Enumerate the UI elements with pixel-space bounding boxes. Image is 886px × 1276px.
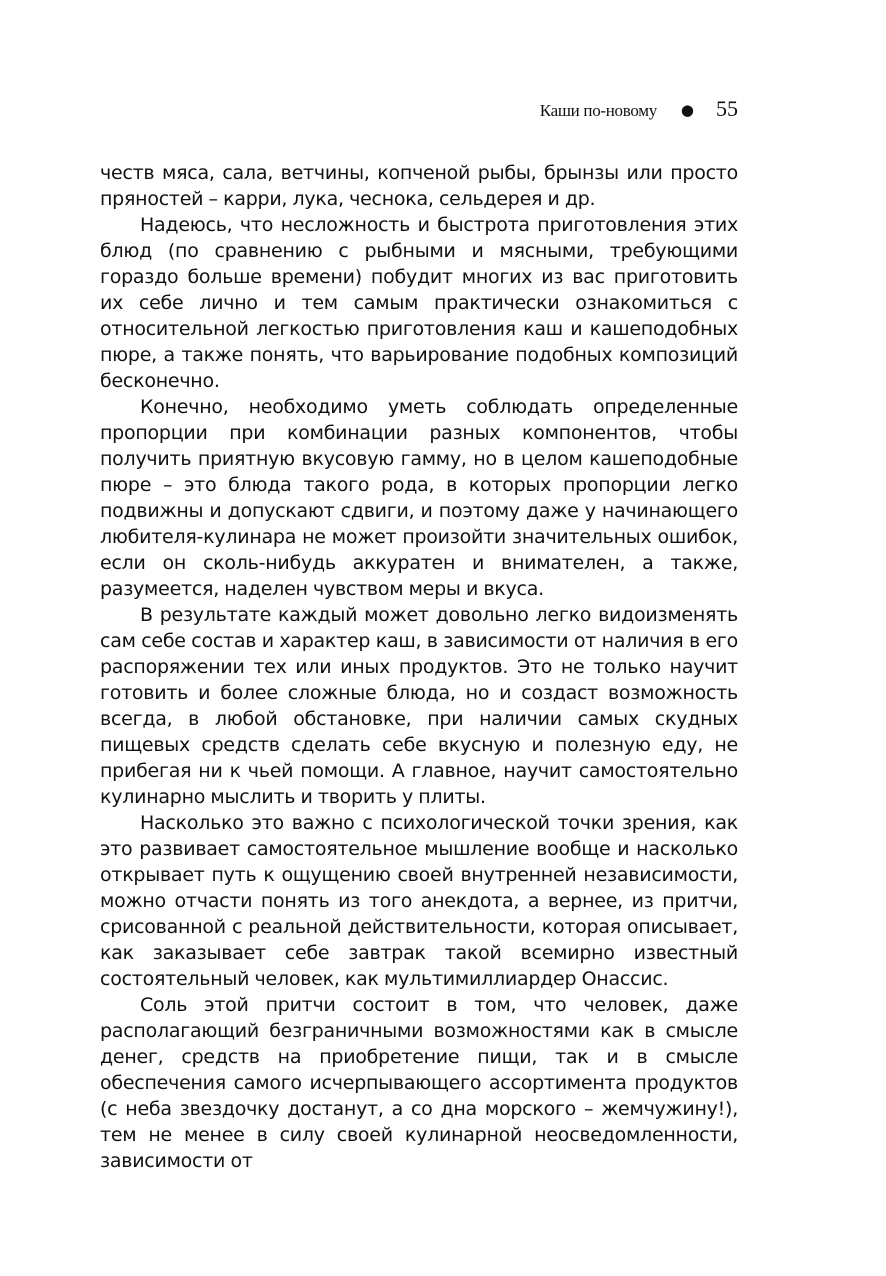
running-header: [100, 96, 738, 125]
paragraph: Конечно, необходимо уметь соблюдать определенные пропорции при комбинации разных компонентов, чтобы получить приятную вкусовую гамму, но в целом кашеподобные пюре – это блюда такого рода, в которых пропорции легко подвижны и допускают сдвиги, и поэтому даже у начинающего любителя-кулинара не может произойти значительных ошибок, если он сколь-нибудь аккуратен и внимателен, а также, разумеется, наделен чувством меры и вкуса.: [100, 396, 738, 600]
bullet-separator: ●: [680, 101, 694, 119]
paragraph: Соль этой притчи состоит в том, что человек, даже располагающий безграничными возможностями как в смысле денег, средств на приобретение пищи, так и в смысле обеспечения самого исчерпывающего ассортимента продуктов (с неба звездочку достанут, а со дна морского – жемчужину!), тем не менее в силу своей кулинарной неосведомленности, зависимости от: [100, 994, 738, 1172]
paragraph: Насколько это важно с психологической точки зрения, как это развивает самостоятельное мышление вообще и насколько открывает путь к ощущению своей внутренней независимости, можно отчасти понять из того анекдота, а вернее, из притчи, срисованной с реальной действительности, которая описывает, как заказывает себе завтрак такой всемирно известный состоятельный человек, как мультимиллиардер Онассис.: [100, 812, 738, 990]
paragraph-continuation: честв мяса, сала, ветчины, копченой рыбы, брынзы или просто пряностей – карри, лука, чеснока, сельдерея и др.: [100, 162, 738, 210]
page-number: 55: [716, 96, 738, 121]
paragraph: В результате каждый может довольно легко видоизменять сам себе состав и характер каш, в зависимости от наличия в его распоряжении тех или иных продуктов. Это не только научит готовить и более сложные блюда, но и создаст возможность всегда, в любой обстановке, при наличии самых скудных пищевых средств сделать себе вкусную и полезную еду, не прибегая ни к чьей помощи. А главное, научит самостоятельно кулинарно мыслить и творить у плиты.: [100, 604, 738, 808]
chapter-title: Каши по-новому: [539, 101, 657, 120]
body-text: [100, 160, 738, 1174]
paragraph: Надеюсь, что несложность и быстрота приготовления этих блюд (по сравнению с рыбными и мясными, требующими гораздо больше времени) побудит многих из вас приготовить их себе лично и тем самым практически ознакомиться с относительной легкостью приготовления каш и кашеподобных пюре, а также понять, что варьирование подобных композиций бесконечно.: [100, 214, 738, 392]
